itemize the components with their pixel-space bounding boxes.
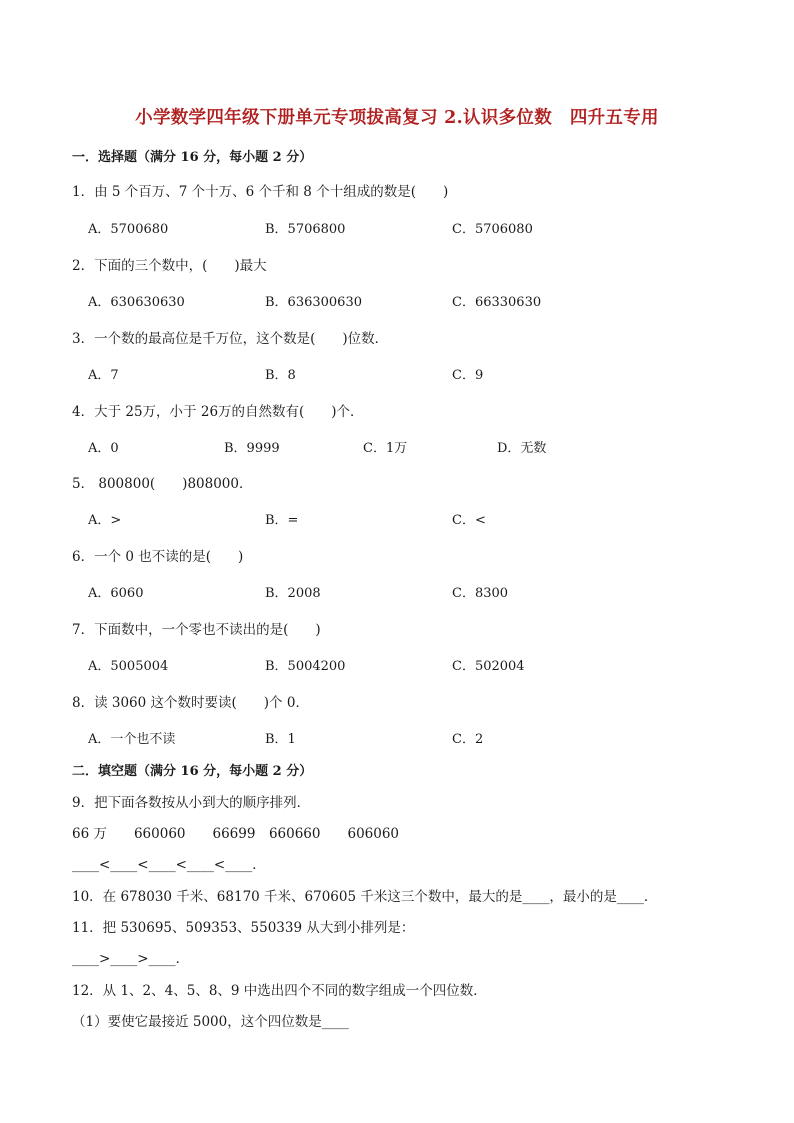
question-7-option-a: A．5005004 <box>88 659 169 674</box>
question-4-option-a: A．0 <box>88 441 119 456</box>
question-3-option-c: C．9 <box>452 368 484 383</box>
section-heading-choice: 一．选择题（满分 16 分，每小题 2 分） <box>72 150 313 165</box>
question-9-stem: 9．把下面各数按从小到大的顺序排列． <box>72 795 311 811</box>
question-11-answer-blanks: ____>____>____． <box>72 951 190 967</box>
question-1-stem: 1．由 5 个百万、7 个十万、6 个千和 8 个十组成的数是( ) <box>72 184 449 200</box>
question-4-option-c: C．1万 <box>363 441 408 456</box>
question-12-part-1: （1）要使它最接近 5000，这个四位数是____ <box>72 1014 349 1030</box>
question-1-option-a: A．5700680 <box>88 222 169 237</box>
question-1-option-b: B．5706800 <box>265 222 346 237</box>
question-3-option-b: B．8 <box>265 368 296 383</box>
question-7-option-b: B．5004200 <box>265 659 346 674</box>
question-9-answer-blanks: ____<____<____<____<____． <box>72 857 266 873</box>
question-5-option-b: B．= <box>265 513 299 528</box>
question-8-option-c: C．2 <box>452 732 484 747</box>
page-title: 小学数学四年级下册单元专项拔高复习 2.认识多位数 四升五专用 <box>135 108 659 128</box>
question-9-numbers: 66 万 660060 66699 660660 606060 <box>72 826 400 842</box>
question-5-stem: 5． 800800( )808000． <box>72 476 253 492</box>
question-3-option-a: A．7 <box>88 368 119 383</box>
question-6-option-c: C．8300 <box>452 586 509 601</box>
question-6-option-a: A．6060 <box>88 586 144 601</box>
question-5-option-a: A．> <box>88 513 122 528</box>
question-10-stem: 10．在 678030 千米、68170 千米、670605 千米这三个数中，最大的是____，最小的是____． <box>72 889 658 905</box>
question-8-option-b: B．1 <box>265 732 296 747</box>
question-2-stem: 2．下面的三个数中，( )最大 <box>72 258 267 274</box>
section-heading-fill: 二．填空题（满分 16 分，每小题 2 分） <box>72 764 313 779</box>
question-5-option-c: C．< <box>452 513 486 528</box>
question-2-option-c: C．66330630 <box>452 295 542 310</box>
question-6-stem: 6．一个 0 也不读的是( ) <box>72 549 244 565</box>
question-7-option-c: C．502004 <box>452 659 525 674</box>
question-4-option-b: B．9999 <box>224 441 280 456</box>
question-4-stem: 4．大于 25万，小于 26万的自然数有( )个． <box>72 404 364 420</box>
question-3-stem: 3．一个数的最高位是千万位，这个数是( )位数． <box>72 331 389 347</box>
question-6-option-b: B．2008 <box>265 586 321 601</box>
question-2-option-a: A．630630630 <box>88 295 185 310</box>
question-1-option-c: C．5706080 <box>452 222 533 237</box>
question-2-option-b: B．636300630 <box>265 295 362 310</box>
question-11-stem: 11．把 530695、509353、550339 从大到小排列是： <box>72 920 415 936</box>
question-4-option-d: D．无数 <box>497 441 547 456</box>
question-12-stem: 12．从 1、2、4、5、8、9 中选出四个不同的数字组成一个四位数． <box>72 983 487 999</box>
question-8-stem: 8．读 3060 这个数时要读( )个 0． <box>72 695 309 711</box>
question-7-stem: 7．下面数中，一个零也不读出的是( ) <box>72 622 321 638</box>
question-8-option-a: A．一个也不读 <box>88 732 176 747</box>
